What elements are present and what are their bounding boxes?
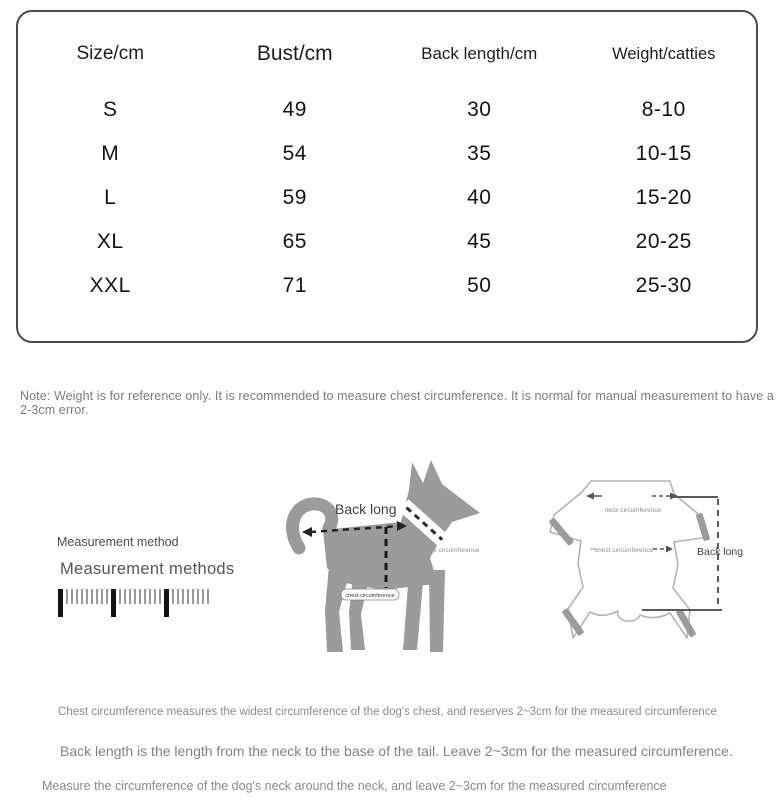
garment-back-long-label: Back long [697,546,744,558]
table-cell: XL [96,230,124,253]
dog-back-long-label: Back long [335,501,397,517]
ruler-tick [192,589,194,604]
table-cell: 59 [282,186,307,209]
table-cell: 54 [282,142,307,165]
measurement-method-label: Measurement method [57,535,179,549]
dog-front-leg-near [429,570,445,652]
table-cell: 35 [467,142,492,165]
table-cell: 40 [467,186,492,209]
ruler-tick [202,589,204,604]
ruler-tick [207,589,209,604]
ruler-tick [81,589,83,604]
table-cell: 20-25 [635,230,692,253]
table-cell: S [102,98,118,121]
ruler-tick [129,589,131,604]
table-cell: 25-30 [635,274,692,297]
ruler-tick [66,589,68,604]
column-header-weight: Weight/catties [612,44,716,63]
garment-chest-label: chest circumference [594,547,654,554]
ruler-bar [164,589,169,617]
ruler-tick [197,589,199,604]
ruler-tick [172,589,174,604]
dog-neck-label: neck circumference [423,547,480,554]
table-cell: 8-10 [641,98,686,121]
instruction-chest: Chest circumference measures the widest circumference of the dog's chest, and reserves 2~3cm for the measured circumference [58,705,717,718]
garment-neck-label: neck circumference [604,507,662,514]
ruler-tick [139,589,141,604]
ruler-tick [144,589,146,604]
table-cell: 65 [282,230,307,253]
ruler-tick [76,589,78,604]
table-cell: 49 [282,98,307,121]
ruler-tick [154,589,156,604]
column-header-size: Size/cm [76,43,145,64]
ruler-tick [159,589,161,604]
ruler-tick [119,589,121,604]
ruler-tick [101,589,103,604]
ruler-tick [106,589,108,604]
note-text: Note: Weight is for reference only. It is recommended to measure chest circumference. It is normal for manual measurement to have a 2-3cm error. [20,388,774,417]
table-cell: 45 [467,230,492,253]
ruler-bar [111,589,116,617]
ruler-tick [177,589,179,604]
ruler-tick [124,589,126,604]
table-cell: 10-15 [635,142,692,165]
dog-chest-label: chest circumference [345,593,395,599]
measurement-methods-title: Measurement methods [60,560,235,578]
column-header-back-length: Back length/cm [421,44,538,63]
dog-measurement-diagram [283,452,501,660]
ruler-tick [96,589,98,604]
ruler-tick [149,589,151,604]
table-cell: 30 [467,98,492,121]
size-table [16,10,758,343]
table-cell: 15-20 [635,186,692,209]
garment-measurement-diagram [540,463,768,661]
dog-rear-leg-near [325,566,349,652]
ruler-tick [71,589,73,604]
ruler-bar [58,589,63,617]
ruler-tick [187,589,189,604]
ruler-tick [91,589,93,604]
column-header-bust: Bust/cm [256,42,333,65]
table-cell: 50 [467,274,492,297]
table-cell: M [101,142,120,165]
ruler-tick [134,589,136,604]
table-cell: XXL [89,274,131,297]
ruler-tick [86,589,88,604]
dog-rear-leg-far [349,576,369,650]
instruction-neck: Measure the circumference of the dog's neck around the neck, and leave 2~3cm for the measured circumference [42,778,667,793]
table-cell: 71 [282,274,307,297]
table-cell: L [104,186,117,209]
dog-back-arrow-left [302,527,312,537]
ruler-tick [182,589,184,604]
instruction-back-length: Back length is the length from the neck to the base of the tail. Leave 2~3cm for the measured circumference. [60,743,733,759]
ruler-graphic [58,589,209,619]
